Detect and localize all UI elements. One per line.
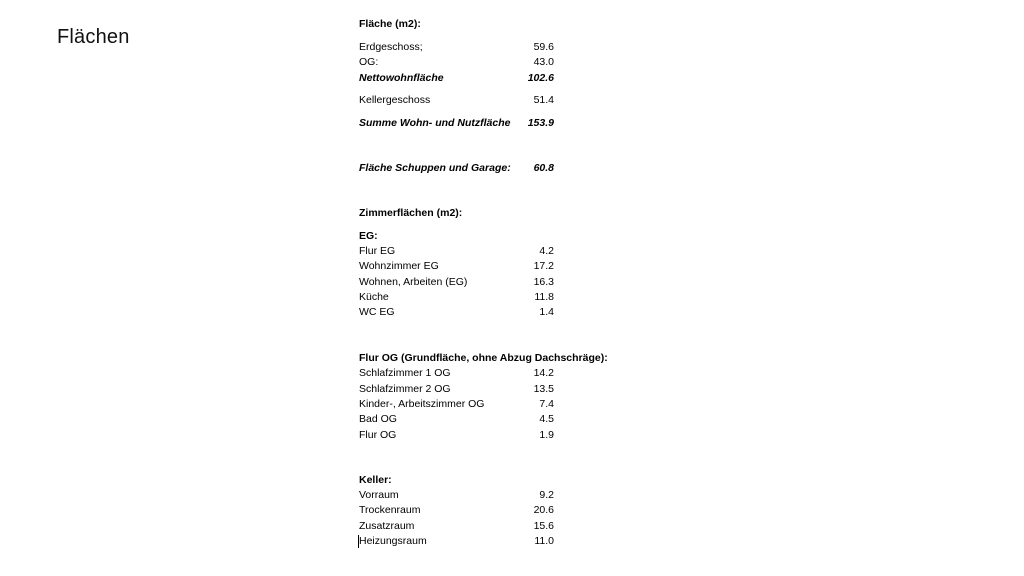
area-row-nettowohnflaeche — [359, 71, 554, 85]
subsection-heading-og: Flur OG (Grundfläche, ohne Abzug Dachschräge): — [359, 352, 608, 364]
subsection-heading-keller: Keller: — [359, 474, 392, 486]
room-row-schlafzimmer-1-og — [359, 366, 554, 380]
row-value: 13.5 — [533, 383, 554, 395]
room-row-flur-og — [359, 428, 554, 442]
section-heading-zimmer: Zimmerflächen (m2): — [359, 207, 463, 219]
row-value: 17.2 — [533, 260, 554, 272]
row-value: 9.2 — [539, 489, 554, 501]
row-label: OG: — [359, 56, 379, 68]
row-value: 59.6 — [533, 41, 554, 53]
row-label: Bad OG — [359, 413, 397, 425]
row-value: 102.6 — [527, 72, 554, 84]
subsection-heading-eg: EG: — [359, 230, 378, 242]
row-value: 4.2 — [539, 245, 554, 257]
row-label: Vorraum — [359, 489, 399, 501]
row-label: Trockenraum — [359, 504, 421, 516]
row-value: 1.4 — [539, 306, 554, 318]
row-label: Summe Wohn- und Nutzfläche — [359, 117, 511, 129]
row-value: 16.3 — [533, 276, 554, 288]
area-row-schuppen-garage — [359, 161, 554, 175]
area-row-summe — [359, 116, 554, 130]
row-value: 11.0 — [534, 535, 554, 547]
room-row-bad-og — [359, 412, 554, 426]
slide-title: Flächen — [57, 26, 130, 48]
row-label: Nettowohnfläche — [359, 72, 444, 84]
row-label: Kellergeschoss — [359, 94, 431, 106]
row-label: Schlafzimmer 2 OG — [359, 383, 451, 395]
row-label: Wohnzimmer EG — [359, 260, 439, 272]
room-row-wc-eg — [359, 305, 554, 319]
row-label: Zusatzraum — [359, 520, 415, 532]
row-value: 4.5 — [539, 413, 554, 425]
row-label: Fläche Schuppen und Garage: — [359, 162, 511, 174]
row-label: Flur OG — [359, 429, 397, 441]
row-label: Küche — [359, 291, 389, 303]
section-heading-flaeche: Fläche (m2): — [359, 18, 421, 30]
area-row-og — [359, 55, 554, 69]
room-row-trockenraum — [359, 503, 554, 517]
row-label: Flur EG — [359, 245, 396, 257]
row-label: WC EG — [359, 306, 395, 318]
area-row-erdgeschoss — [359, 40, 554, 54]
room-row-zusatzraum — [359, 519, 554, 533]
room-row-kueche — [359, 290, 554, 304]
row-label: Schlafzimmer 1 OG — [359, 367, 451, 379]
row-label: Heizungsraum — [359, 535, 427, 547]
room-row-wohnzimmer-eg — [359, 259, 554, 273]
row-value: 15.6 — [533, 520, 554, 532]
row-value: 43.0 — [533, 56, 554, 68]
room-row-wohnen-arbeiten-eg — [359, 275, 554, 289]
room-row-vorraum — [359, 488, 554, 502]
row-label: Erdgeschoss; — [359, 41, 423, 53]
row-value: 153.9 — [527, 117, 554, 129]
row-value: 11.8 — [534, 291, 554, 303]
row-value: 7.4 — [539, 398, 554, 410]
row-value: 1.9 — [539, 429, 554, 441]
text-cursor — [358, 535, 359, 548]
room-row-kinder-arbeitszimmer-og — [359, 397, 554, 411]
row-value: 51.4 — [533, 94, 554, 106]
row-label: Kinder-, Arbeitszimmer OG — [359, 398, 485, 410]
room-row-flur-eg — [359, 244, 554, 258]
room-row-heizungsraum[interactable] — [359, 534, 554, 548]
area-row-kellergeschoss — [359, 93, 554, 107]
room-row-schlafzimmer-2-og — [359, 382, 554, 396]
row-value: 14.2 — [533, 367, 554, 379]
row-label: Wohnen, Arbeiten (EG) — [359, 276, 468, 288]
row-value: 20.6 — [533, 504, 554, 516]
row-value: 60.8 — [533, 162, 554, 174]
